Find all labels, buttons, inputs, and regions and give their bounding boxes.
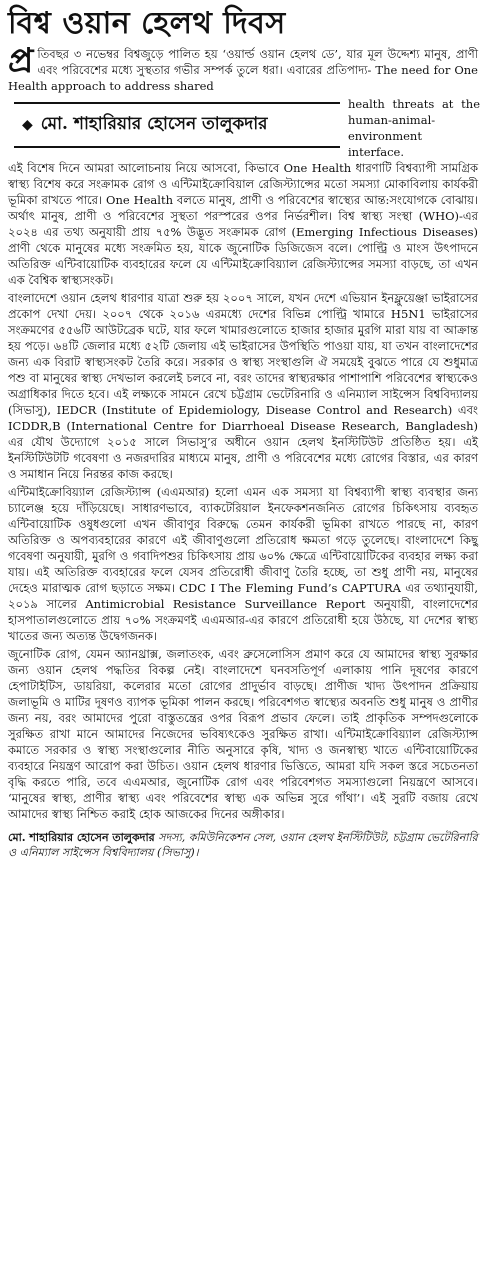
body-paragraph: এই বিশেষ দিনে আমরা আলোচনায় নিয়ে আসবো, কিভাবে One Health ধারণাটি বিশ্বব্যাপী সামগ্রিক স্বাস্থ্য বিশেষ করে সংক্রামক রোগ ও এন্টিমাইক্রোবিয়াল রেজিস্ট্যান্সের মতো সমস্যা মোকাবিলায় কার্যকরী ভূমিকা রাখতে পারে। One Health বলতে মানুষ, প্রাণী ও পরিবেশের স্বাস্থ্যের আন্ত:সংযোগকে বোঝায়। অর্থাৎ মানুষ, প্রাণী ও পরিবেশের সুস্থতা পরস্পরের ওপর নির্ভরশীল। বিশ্ব স্বাস্থ্য সংস্থা (WHO)-এর ২০২৪ এর তথ্য অনুযায়ী প্রায় ৭৫% উদ্ভূত সংক্রামক রোগ (Emerging Infectious Diseases) প্রাণী থেকে মানুষের মধ্যে সংক্রমিত হয়, যাকে জুনোটিক ডিজিজেস বলে। পোল্ট্রি ও মাংস উৎপাদনে অতিরিক্ত এন্টিবায়োটিক ব্যবহারের ফলে যে এন্টিমাইক্রোবিয়্যাল রেজিস্ট্যান্সের সমস্যা বাড়ছে, তা এখন এক বৈশ্বিক স্বাস্থ্যসংকট।: [8, 161, 478, 287]
intro-paragraph: [8, 41, 478, 94]
article-body: [8, 160, 478, 822]
body-paragraph: বাংলাদেশে ওয়ান হেলথ ধারণার যাত্রা শুরু হয় ২০০৭ সালে, যখন দেশে এভিয়ান ইনফ্লুয়েঞ্জা ভাইরাসের প্রকোপ দেখা দেয়। ২০০৭ থেকে ২০১৬ এরমধ্যে দেশের বিভিন্ন পোল্ট্রি খামারে H5N1 ভাইরাসের সংক্রমণের ৫৫৬টি আউটব্রেক ঘটে, যার ফলে খামারগুলোতে হাজার হাজার মুরগি মারা যায় বা আক্রান্ত হয় পড়ে। ৬৪টি জেলার মধ্যে ৫২টি জেলায় এই ভাইরাসের উপস্থিতি পাওয়া যায়, যা তখন বাংলাদেশের জন্য এক বিরাট স্বাস্থ্যসংকট তৈরি করে। সরকার ও স্বাস্থ্য সংস্থাগুলি ঐ সময়েই বুঝতে পারে যে শুধুমাত্র পশু বা মানুষের স্বাস্থ্য দেখভাল করলেই চলবে না, বরং তাদের স্বাস্থ্যরক্ষার পাশাপাশি পরিবেশের স্বাস্থ্যকেও অগ্রাধিকার দিতে হবে। এই লক্ষ্যকে সামনে রেখে চট্টগ্রাম ভেটেরিনারি ও এনিম্যাল সাইন্সেস বিশ্ববিদ্যালয় (সিভাসু), IEDCR (Institute of Epidemiology, Disease Control and Research) এবং ICDDR,B (International Centre for Diarrhoeal Disease Research, Bangladesh) এর যৌথ উদ্যোগে ২০১৫ সালে সিভাসু’র অধীনে ওয়ান হেলথ ইনস্টিটিউট প্রতিষ্ঠিত হয়। এই ইনস্টিটিউটটি গবেষণা ও নজরদারির মাধ্যমে মানুষ, প্রাণী ও পরিবেশের মধ্যে রোগের বিস্তার, এর কারণ ও সমাধান নিয়ে নিরন্তর কাজ করছে।: [8, 291, 478, 481]
footer-affiliation: সদস্য, কমিউনিকেশন সেল, ওয়ান হেলথ ইনস্টিটিউট, চট্টগ্রাম ভেটেরিনারি ও এনিম্যাল সাইন্সেস বিশ্ববিদ্যালয় (সিভাসু)।: [8, 831, 478, 859]
diamond-icon: ◆: [22, 117, 33, 133]
byline-author: মো. শাহারিয়ার হোসেন তালুকদার: [40, 114, 268, 134]
body-paragraph: এন্টিমাইক্রোবিয়্যাল রেজিস্ট্যান্স (এএমআর) হলো এমন এক সমস্যা যা বিশ্বব্যাপী স্বাস্থ্য ব্যবস্থার জন্য চ্যালেঞ্জ হয়ে দাঁড়িয়েছে। সাধারণভাবে, ব্যাকটেরিয়াল ইনফেকশনজনিত রোগের চিকিৎসায় ব্যবহৃত এন্টিবায়োটিক ওষুধগুলো এখন জীবাণুর বিরুদ্ধে তেমন কার্যকরী ভূমিকা রাখতে পারছে না, কারণ অতিরিক্ত ও অপব্যবহারের কারণে এই জীবাণুগুলো প্রতিরোধ ক্ষমতা গড়ে তুলেছে। বাংলাদেশে কিছু গবেষণা অনুযায়ী, মুরগি ও গবাদিপশুর চিকিৎসায় প্রায় ৬০% ক্ষেত্রে এন্টিবায়োটিকের ব্যবহার লক্ষ্য করা যায়। এই অতিরিক্ত ব্যবহারের ফলে যেসব প্রতিরোধী জীবাণু তৈরি হচ্ছে, তা শুধু প্রাণী নয়, মানুষের দেহেও মারাত্মক রোগ ছড়াতে সক্ষম। CDC I The Fleming Fund’s CAPTURA এর তথ্যানুযায়ী, ২০১৯ সালের Antimicrobial Resistance Surveillance Report অনুযায়ী, বাংলাদেশের হাসপাতালগুলোতে প্রায় ৭০% সংক্রমণই এএমআর-এর কারণে প্রতিরোধী হয়ে উঠছে, যা দেশের স্বাস্থ্য খাতের জন্য অত্যন্ত উদ্বেগজনক।: [8, 485, 478, 643]
footer-author: মো. শাহারিয়ার হোসেন তালুকদার: [8, 831, 155, 844]
intro-text: তিবছর ৩ নভেম্বর বিশ্বজুড়ে পালিত হয় ‘ওয়ার্ল্ড ওয়ান হেলথ ডে’, যার মূল উদ্দেশ্য মানুষ, প্রাণী এবং পরিবেশের মধ্যে সুস্থতার গভীর সম্পর্ক তুলে ধরা। এবারের প্রতিপাদ্য- The need for One Health approach to address shared: [8, 47, 478, 93]
byline-box: [14, 102, 340, 148]
drop-cap: প্র: [8, 41, 34, 81]
intro-continuation: health threats at the human-animal-environment interface.: [348, 97, 480, 159]
article-title: বিশ্ব ওয়ান হেলথ দিবস: [8, 6, 286, 41]
author-footer: [8, 830, 478, 860]
byline-row: [8, 96, 478, 160]
body-paragraph: জুনোটিক রোগ, যেমন অ্যানথ্রাক্স, জলাতংক, এবং ব্রুসেলোসিস প্রমাণ করে যে আমাদের স্বাস্থ্য সুরক্ষার জন্য ওয়ান হেলথ পদ্ধতির বিকল্প নেই। বাংলাদেশে ঘনবসতিপূর্ণ এলাকায় পানি দূষণের কারণে হেপাটাইটিস, ডায়রিয়া, কলেরার মতো রোগের প্রাদুর্ভাব বাড়ছে। প্রাণীজ খাদ্য উৎপাদন প্রক্রিয়ায় জলাভূমি ও মাটির দূষণও ব্যাপক ভূমিকা পালন করছে। পরিবেশগত স্বাস্থ্যের অবনতি শুধু মানুষ ও প্রাণীর জন্য নয়, বরং আমাদের পুরো বাস্তুতন্ত্রের ওপর বিরূপ প্রভাব ফেলে। তাই প্রাকৃতিক সম্পদগুলোকে সুরক্ষিত রাখা মানে আমাদের নিজেদের ভবিষ্যৎকেও সুরক্ষিত রাখা। এন্টিমাইক্রোবিয়্যাল রেজিস্ট্যান্স কমাতে সরকার ও স্বাস্থ্য সংস্থাগুলোর নীতি অনুসারে কৃষি, খাদ্য ও জনস্বাস্থ্য খাতে এন্টিবায়োটিকের ব্যবহারে নিয়ন্ত্রণ আরোপ করা উচিত। ওয়ান হেলথ ধারণার ভিত্তিতে, আমরা যদি সকল স্তরে সচেতনতা বৃদ্ধি করতে পারি, তবে এএমআর, জুনোটিক রোগ এবং পরিবেশগত সমস্যাগুলো নিয়ন্ত্রণে আসবে। ‘মানুষের স্বাস্থ্য, প্রাণীর স্বাস্থ্য এবং পরিবেশের স্বাস্থ্য এক অভিন্ন সুরে গাঁথা’। এই সুরটি বজায় রেখে আমাদের স্বাস্থ্য নিশ্চিত করাই হোক আজকের দিনের অঙ্গীকার।: [8, 647, 478, 821]
